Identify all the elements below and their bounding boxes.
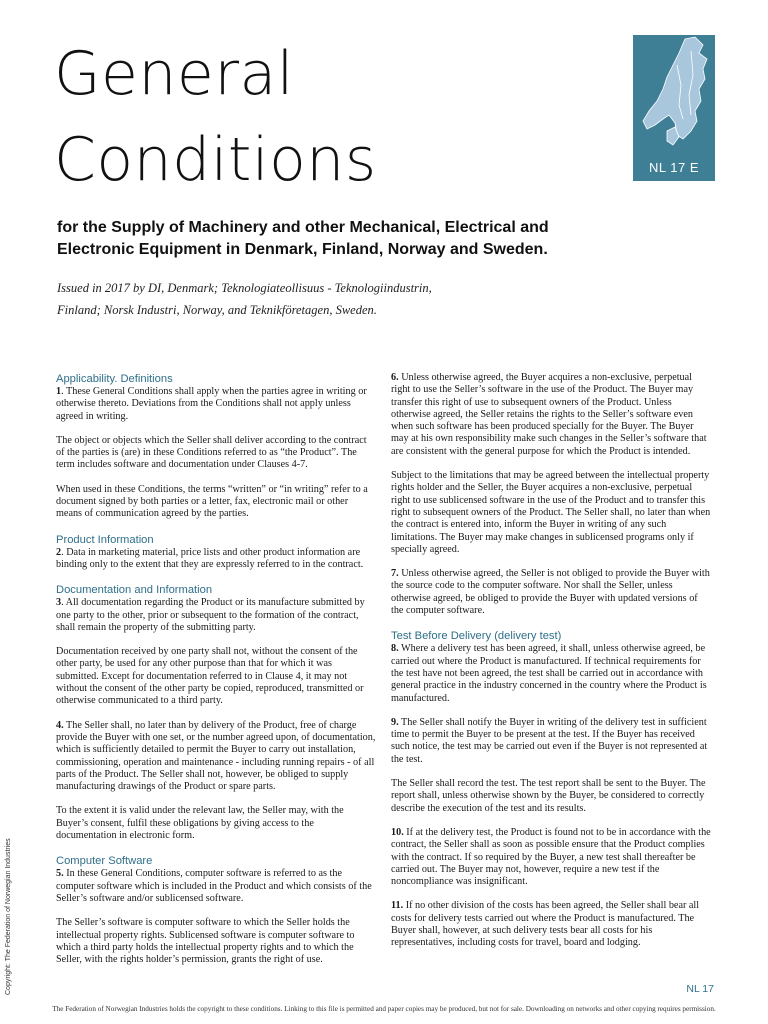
clause-9-record: The Seller shall record the test. The test report shall be sent to the Buyer. The report shall, unless otherwise shown by the Buyer, be considered to correctly describe the execution of the test and its results. [391, 778, 706, 814]
clause-9 [391, 717, 711, 766]
heading-test-before-delivery: Test Before Delivery (delivery test) [391, 630, 562, 643]
nl17-badge [633, 35, 715, 181]
clause-text: The Seller shall notify the Buyer in writing of the delivery test in sufficient time to permit the Buyer to be present at the test. If the Buyer has received such notice, the test may be carried out even if the Buyer is not represented at the test. [391, 716, 708, 765]
clause-text: The Seller shall, no later than by delivery of the Product, free of charge provide the Buyer with one set, or the number agreed upon, of documentation, which is sufficiently detailed to permit the Buyer to carry out installation, commissioning, operation and maintenance - including running repairs - of all parts of the Product. The Seller shall not, however, be obliged to supply manufacturing drawings of the Product or spare parts. [56, 719, 376, 793]
side-copyright: Copyright: The Federation of Norwegian Industries [5, 838, 12, 995]
clause-8 [391, 643, 711, 704]
title-line-2: Conditions [54, 125, 377, 195]
clause-4-electronic: To the extent it is valid under the relevant law, the Seller may, with the Buyer’s consent, fulfil these obligations by giving access to the documentation in electronic form. [56, 805, 344, 842]
left-column [56, 372, 376, 978]
clause-6 [391, 372, 711, 458]
clause-5-software: The Seller’s software is computer software to which the Seller holds the intellectual property rights. Sublicensed software is computer software to which a third party holds the intellectual property rights and to which the Seller, with the rights holder’s permission, grants the right of use. [56, 917, 355, 966]
clause-6-sublicensed: Subject to the limitations that may be agreed between the intellectual property rights holder and the Seller, the Buyer acquires a non-exclusive, perpetual right to use sublicensed software in the use of the Product and to transfer this right to subsequent owners of the Product. The Seller shall, no later than when the contract is entered into, inform the Buyer in writing of any such limitations. The Buyer may make changes in sublicensed programs only if specially agreed. [391, 470, 711, 555]
clause-text: . These General Conditions shall apply when the parties agree in writing or otherwise thereto. Deviations from the Conditions shall not apply unless agreed in writing. [56, 386, 367, 422]
clause-text: Where a delivery test has been agreed, it shall, unless otherwise agreed, be carried out where the Product is manufactured. If technical requirements for the test have not been agreed, the test shall be carried out in accordance with general practice in the industry concerned in the country where the Product is manufactured. [391, 643, 707, 704]
clause-number: 4. [56, 719, 64, 731]
nordic-map-icon [633, 35, 715, 163]
clause-number: 9. [391, 716, 399, 728]
clause-2 [56, 547, 376, 572]
clause-text: If no other division of the costs has been agreed, the Seller shall bear all costs for delivery tests carried out where the Product is manufactured. The Buyer shall, however, at such delivery tests bear all costs for his representatives, including costs for travel, board and lodging. [391, 900, 700, 949]
clause-10 [391, 827, 711, 888]
clause-number: 8. [391, 643, 399, 655]
clause-text: Unless otherwise agreed, the Buyer acquires a non-exclusive, perpetual right to use the Seller’s software in the use of the Product. The Buyer may transfer this right of use to subsequent owners of the Product. Unless otherwise agreed, the Seller retains the rights to the Seller’s software even when such software has been produced specially for the Buyer. The Buyer may at his own responsibility make such changes in the Seller’s software that are consistent with the general purpose for which the Product is intended. [391, 372, 707, 457]
clause-4 [56, 720, 376, 794]
heading-documentation: Documentation and Information [56, 584, 213, 597]
subtitle-line-2: Electronic Equipment in Denmark, Finland, Norway and Sweden. [57, 241, 548, 258]
clause-text: Unless otherwise agreed, the Seller is not obliged to provide the Buyer with the source code to the computer software. Nor shall the Seller, unless otherwise agreed, be obliged to provide the Buyer with updated versions of the computer software. [391, 568, 710, 617]
clause-number: 10. [391, 826, 404, 838]
issued-line-2: Finland; Norsk Industri, Norway, and Teknikföretagen, Sweden. [57, 303, 377, 317]
heading-product-information: Product Information [56, 533, 154, 546]
issued-by [57, 277, 717, 321]
clause-5 [56, 868, 376, 905]
clause-number: 5. [56, 868, 64, 880]
clause-7 [391, 568, 711, 617]
clause-3 [56, 597, 376, 634]
clause-1 [56, 386, 376, 423]
right-column [391, 372, 711, 962]
clause-number: 1 [56, 386, 62, 397]
heading-computer-software: Computer Software [56, 855, 153, 868]
subtitle-line-1: for the Supply of Machinery and other Mechanical, Electrical and [57, 219, 549, 236]
clause-text: . Data in marketing material, price lists and other product information are binding only to the extent that they are expressly referred to in the contract. [56, 546, 364, 570]
clause-number: 3 [56, 597, 62, 609]
clause-text: . All documentation regarding the Product or its manufacture submitted by one party to the other, prior or subsequent to the formation of the contract, shall remain the property of the submitting party. [56, 597, 365, 633]
clause-number: 7. [391, 568, 399, 580]
clause-number: 6. [391, 372, 399, 383]
footer-notice: The Federation of Norwegian Industries holds the copyright to these conditions. Linking to this file is permitted and paper copies may be produced, but not for sale. Downloading on networks and other copying requires permission. [52, 1005, 716, 1013]
clause-1-object: The object or objects which the Seller shall deliver according to the contract of the parties is (are) in these Conditions referred to as “the Product”. The term includes software and documentation under Clauses 4-7. [56, 434, 367, 471]
clause-3-use: Documentation received by one party shall not, without the consent of the other party, be used for any other purpose than that for which it was submitted. Except for documentation referred to in Clause 4, it may not without the consent of the other party be copied, reproduced, transmitted or otherwise communicated to a third party. [56, 646, 364, 707]
clause-text: In these General Conditions, computer software is referred to as the computer software which is included in the Product and which consists of the Seller’s software and/or sublicensed software. [56, 868, 372, 904]
clause-11 [391, 900, 711, 949]
clause-text: If at the delivery test, the Product is found not to be in accordance with the contract, the Seller shall as soon as possible ensure that the Product complies with the contract. If so required by the Buyer, a new test shall thereafter be carried out. The Buyer may not, however, require a new test if the noncompliance was insignificant. [391, 826, 711, 888]
clause-number: 2 [56, 546, 62, 558]
heading-applicability: Applicability. Definitions [56, 373, 173, 385]
subtitle [57, 217, 717, 261]
clause-1-writing: When used in these Conditions, the terms “written” or “in writing” refer to a document signed by both parties or a letter, fax, electronic mail or other means of communication agreed by the parties. [56, 483, 368, 520]
page-number: NL 17 [686, 983, 714, 995]
title-line-1: General [54, 39, 294, 109]
badge-code: NL 17 E [649, 160, 699, 175]
issued-line-1: Issued in 2017 by DI, Denmark; Teknologiateollisuus - Teknologiindustrin, [57, 281, 432, 295]
clause-number: 11. [391, 900, 404, 912]
